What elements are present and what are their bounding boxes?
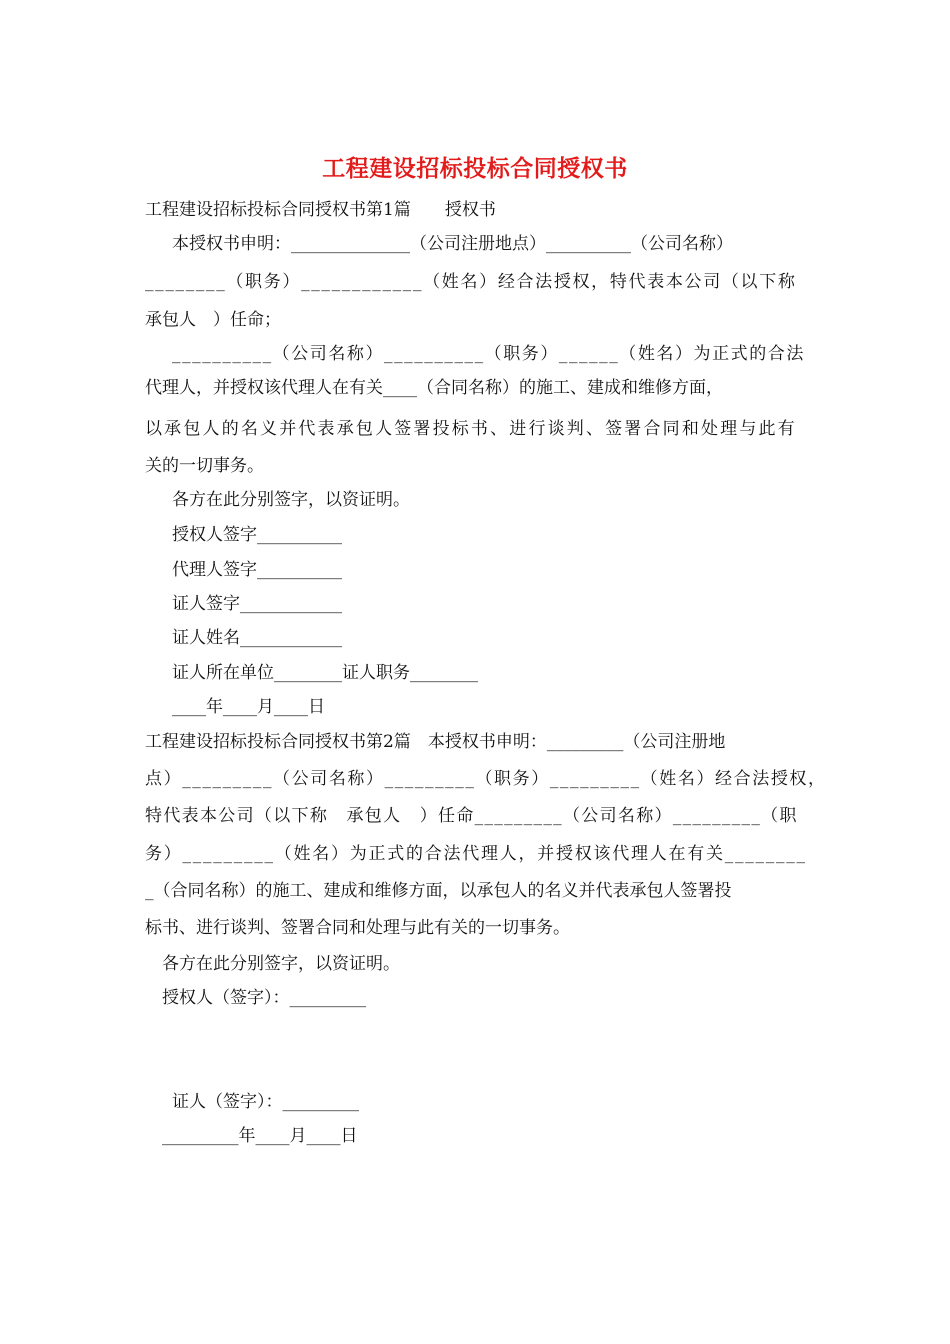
signature-line: 证人签字____________ <box>172 594 342 614</box>
paragraph-line: _ _ _ _ _ _ _ _ _ _ （ 公 司 名 称 ） _ _ _ _ _ _ _ _ _ _ （ 职 务 ） _ _ _ _ _ _ （ 姓 名 ） 为 正 式 的 合 法 <box>172 344 804 364</box>
signature-line: 证人所在单位________证人职务________ <box>172 663 478 683</box>
paragraph-line: 以 承 包 人 的 名 义 并 代 表 承 包 人 签 署 投 标 书 、 进 行 谈 判 、 签 署 合 同 和 处 理 与 此 有 <box>145 419 795 439</box>
section-1-heading: 工程建设招标投标合同授权书第1篇 授权书 <box>145 200 496 220</box>
paragraph-line: 代理人，并授权该代理人在有关____（合同名称）的施工、建成和维修方面， <box>145 378 723 398</box>
paragraph-line: 关的一切事务。 <box>145 456 264 476</box>
paragraph-line: 标书、进行谈判、签署合同和处理与此有关的一切事务。 <box>145 918 570 938</box>
signature-line: 授权人（签字）：_________ <box>162 988 366 1008</box>
paragraph-line: 点 ） _ _ _ _ _ _ _ _ _ （ 公 司 名 称 ） _ _ _ _ _ _ _ _ _ （ 职 务 ） _ _ _ _ _ _ _ _ _ （ 姓 名 ） 经 合 法 授 权 ， <box>145 769 825 789</box>
signature-line: 证人（签字）：_________ <box>172 1092 359 1112</box>
paragraph-line: _ _ _ _ _ _ _ _ （ 职 务 ） _ _ _ _ _ _ _ _ _ _ _ _ （ 姓 名 ） 经 合 法 授 权 ， 特 代 表 本 公 司 （ 以 下 称 <box>145 272 795 292</box>
paragraph-line: _（合同名称）的施工、建成和维修方面，以承包人的名义并代表承包人签署投 <box>145 881 732 901</box>
date-line: _________年____月____日 <box>162 1126 358 1146</box>
paragraph-line: 务 ） _ _ _ _ _ _ _ _ _ （ 姓 名 ） 为 正 式 的 合 法 代 理 人 ， 并 授 权 该 代 理 人 在 有 关 _ _ _ _ _ _ _ _ <box>145 844 805 864</box>
signature-line: 授权人签字__________ <box>172 525 342 545</box>
paragraph-line: 各方在此分别签字，以资证明。 <box>162 954 400 974</box>
paragraph-line: 各方在此分别签字，以资证明。 <box>172 490 410 510</box>
signature-line: 证人姓名____________ <box>172 628 342 648</box>
paragraph-line: 承包人 ）任命； <box>145 310 281 330</box>
paragraph-line: 本授权书申明：______________（公司注册地点）__________（公司名称） <box>172 234 733 254</box>
signature-line: 代理人签字__________ <box>172 560 342 580</box>
paragraph-line: 特 代 表 本 公 司 （ 以 下 称 承 包 人 ） 任 命 _ _ _ _ _ _ _ _ _ （ 公 司 名 称 ） _ _ _ _ _ _ _ _ _ （ 职 <box>145 806 797 826</box>
document-title: 工程建设招标投标合同授权书 <box>322 156 628 182</box>
date-line: ____年____月____日 <box>172 697 325 717</box>
section-2-heading: 工程建设招标投标合同授权书第2篇 本授权书申明：_________（公司注册地 <box>145 732 726 752</box>
